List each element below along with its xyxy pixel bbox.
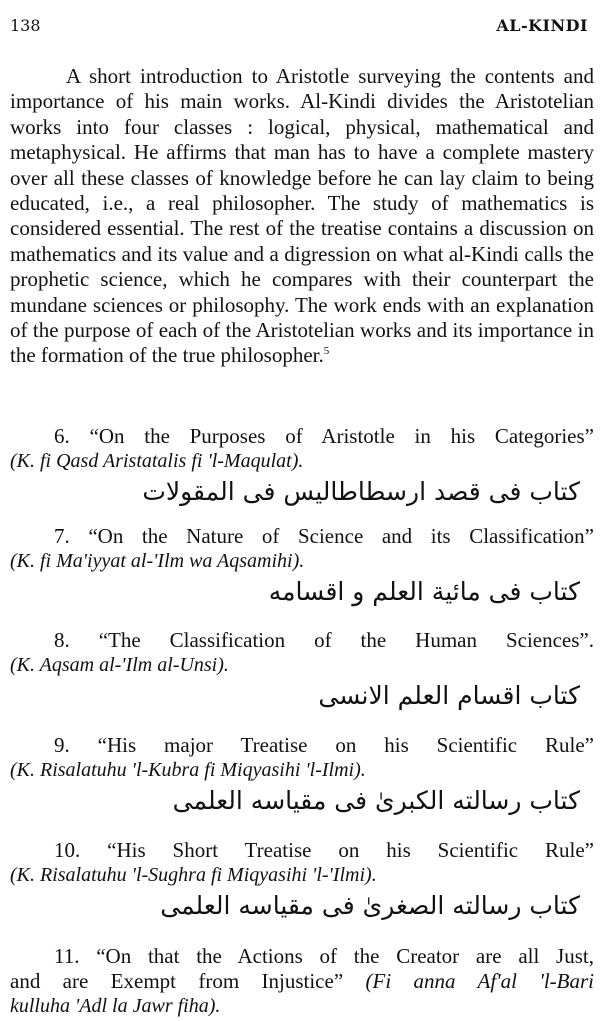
page-number: 138 [10, 16, 41, 35]
entry-transliteration: (K. fi Qasd Aristatalis fi 'l-Maqulat). [10, 450, 304, 472]
bibliography-entry-7 [10, 524, 594, 610]
entry-transliteration: (K. Risalatuhu 'l-Sughra fi Miqyasihi 'l-'Ilmi). [10, 864, 377, 886]
entry-arabic-title: كتاب رسالته الصغرىٰ فى مقياسه العلمى [160, 891, 580, 920]
entry-arabic-title: كتاب فى قصد ارسطاطاليس فى المقولات [142, 477, 580, 506]
bibliography-entry-10 [10, 838, 594, 924]
entry-arabic-title: كتاب اقسام العلم الانسى [318, 681, 580, 710]
entry-title: 10. “His Short Treatise on his Scientific Rule” [54, 838, 594, 862]
entry-transliteration: (K. Risalatuhu 'l-Kubra fi Miqyasihi 'l-Ilmi). [10, 759, 366, 781]
entry-title-continued [10, 969, 594, 994]
bibliography-entry-9 [10, 733, 594, 819]
entry-transliteration: (K. fi Ma'iyyat al-'Ilm wa Aqsamihi). [10, 550, 305, 572]
entry-transliteration-inline: (Fi anna Af'al 'l-Bari [365, 969, 594, 993]
entry-transliteration: kulluha 'Adl la Jawr fiha). [10, 995, 221, 1017]
bibliography-entry-6 [10, 424, 594, 510]
entry-title: 7. “On the Nature of Science and its Classification” [54, 524, 594, 548]
entry-title: 8. “The Classification of the Human Sciences”. [54, 628, 594, 652]
entry-arabic-title: كتاب رسالته الكبرىٰ فى مقياسه العلمى [172, 786, 580, 815]
entry-title-line2: and are Exempt from Injustice” [10, 969, 344, 993]
main-paragraph [10, 64, 594, 369]
entry-transliteration: (K. Aqsam al-'Ilm al-Unsi). [10, 654, 229, 676]
entry-title: 9. “His major Treatise on his Scientific Rule” [54, 733, 594, 757]
entry-title: 11. “On that the Actions of the Creator are all Just, [54, 944, 594, 968]
entry-arabic-title: كتاب فى مائية العلم و اقسامه [268, 577, 580, 606]
main-paragraph-text: A short introduction to Aristotle surveying the contents and importance of his main works. Al-Kindi divides the Aristotelian works into four classes : logical, physical, mathematical and metaphysical. He affirms that man has to have a complete mastery over all these classes of knowledge before he can lay claim to being educated, i.e., a real philosopher. The study of mathematics is considered essential. The rest of the treatise contains a discussion on mathematics and its value and a digression on what al-Kindi calls the prophetic science, which he compares with their counterpart the mundane sciences or philosophy. The work ends with an explanation of the purpose of each of the Aristotelian works and its importance in the formation of the true philosopher. [10, 64, 594, 368]
entry-title: 6. “On the Purposes of Aristotle in his Categories” [54, 424, 594, 448]
running-head [10, 16, 588, 35]
running-title: AL-KINDI [496, 16, 588, 35]
bibliography-entry-11 [10, 944, 594, 1019]
footnote-reference: 5 [323, 345, 330, 358]
bibliography-entry-8 [10, 628, 594, 714]
